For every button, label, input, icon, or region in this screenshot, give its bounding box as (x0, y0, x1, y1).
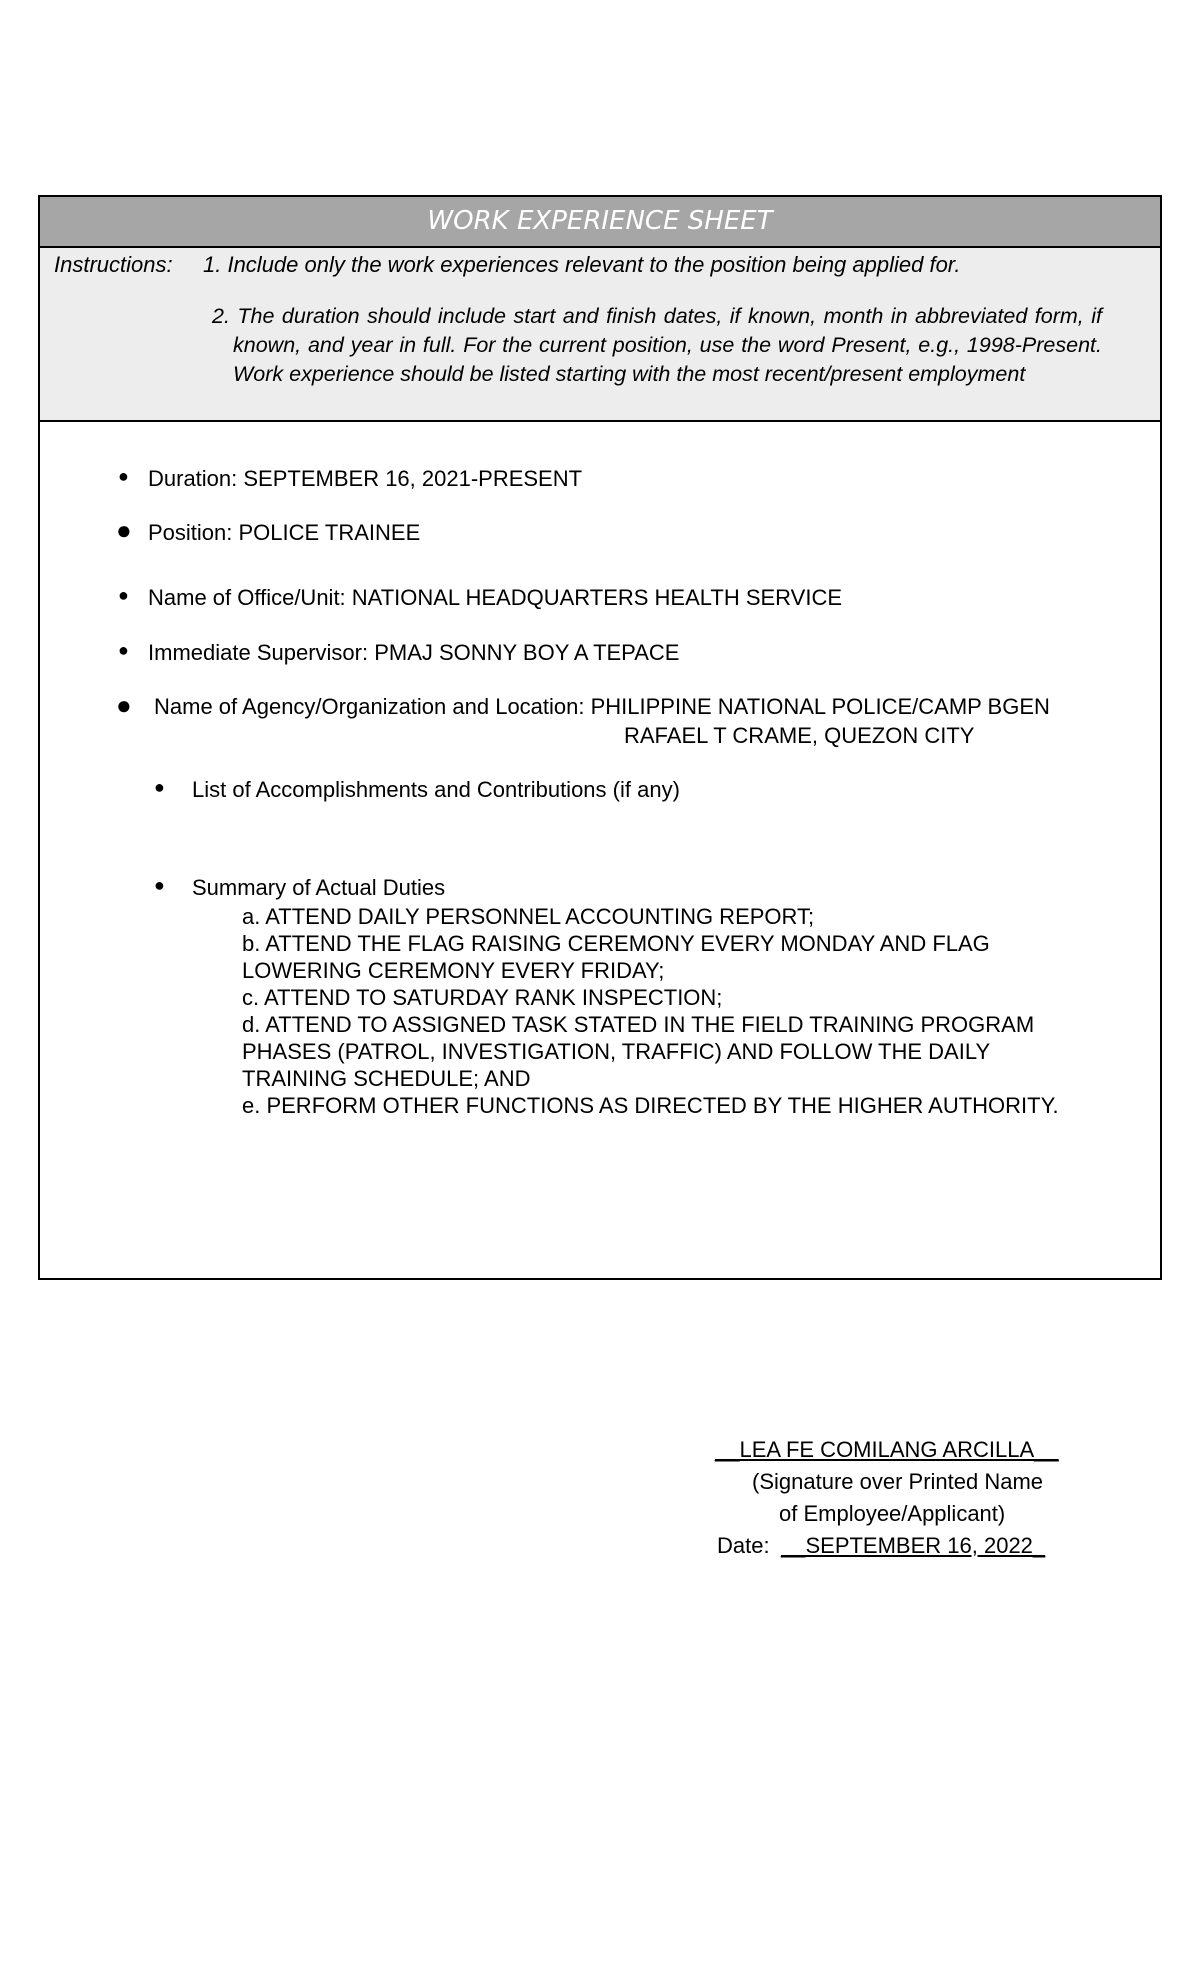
bullet-icon: ● (154, 777, 165, 797)
duration-line: Duration: SEPTEMBER 16, 2021-PRESENT (148, 466, 583, 491)
signatory-name: __LEA FE COMILANG ARCILLA__ (715, 1437, 1059, 1462)
duty-line: e. PERFORM OTHER FUNCTIONS AS DIRECTED BY THE HIGHER AUTHORITY. (242, 1093, 1059, 1118)
bullet-icon: ● (116, 515, 132, 545)
instruction-1: 1. Include only the work experiences relevant to the position being applied for. (203, 252, 961, 277)
duty-line: TRAINING SCHEDULE; AND (242, 1066, 531, 1091)
bullet-icon: ● (118, 585, 129, 605)
bullet-icon: ● (118, 640, 129, 660)
duty-line: c. ATTEND TO SATURDAY RANK INSPECTION; (242, 985, 723, 1010)
duties-title: Summary of Actual Duties (192, 875, 446, 900)
agency-line-2: RAFAEL T CRAME, QUEZON CITY (624, 723, 975, 748)
office-line: Name of Office/Unit: NATIONAL HEADQUARTERS HEALTH SERVICE (148, 585, 842, 610)
date-value: __SEPTEMBER 16, 2022_ (781, 1533, 1046, 1558)
instructions-label: Instructions: (54, 252, 173, 277)
duties-list (242, 903, 1122, 1119)
position-line: Position: POLICE TRAINEE (148, 520, 421, 545)
duty-line: a. ATTEND DAILY PERSONNEL ACCOUNTING REPORT; (242, 904, 815, 929)
supervisor-line: Immediate Supervisor: PMAJ SONNY BOY A TEPACE (148, 640, 680, 665)
signature-caption-2: of Employee/Applicant) (779, 1501, 1006, 1526)
work-experience-sheet (38, 195, 1162, 1280)
accomplishments-line: List of Accomplishments and Contributions (if any) (192, 777, 680, 802)
duty-line: PHASES (PATROL, INVESTIGATION, TRAFFIC) AND FOLLOW THE DAILY (242, 1039, 991, 1064)
date-label: Date: (717, 1533, 770, 1558)
instructions-box (40, 248, 1160, 422)
agency-line-1: Name of Agency/Organization and Location: PHILIPPINE NATIONAL POLICE/CAMP BGEN (154, 694, 1050, 719)
bullet-icon: ● (118, 466, 129, 486)
bullet-icon: ● (116, 690, 132, 720)
sheet-title: WORK EXPERIENCE SHEET (40, 197, 1160, 248)
duty-line: LOWERING CEREMONY EVERY FRIDAY; (242, 958, 665, 983)
duty-line: b. ATTEND THE FLAG RAISING CEREMONY EVERY MONDAY AND FLAG (242, 931, 990, 956)
signature-caption-1: (Signature over Printed Name (752, 1469, 1044, 1494)
bullet-icon: ● (154, 875, 165, 895)
instruction-2: 2. The duration should include start and finish dates, if known, month in abbreviated form, if known, and year in full. For the current position, use the word Present, e.g., 1998-Present. Work experience should be listed starting with the most recent/present employment (212, 304, 1102, 386)
duty-line: d. ATTEND TO ASSIGNED TASK STATED IN THE FIELD TRAINING PROGRAM (242, 1012, 1035, 1037)
